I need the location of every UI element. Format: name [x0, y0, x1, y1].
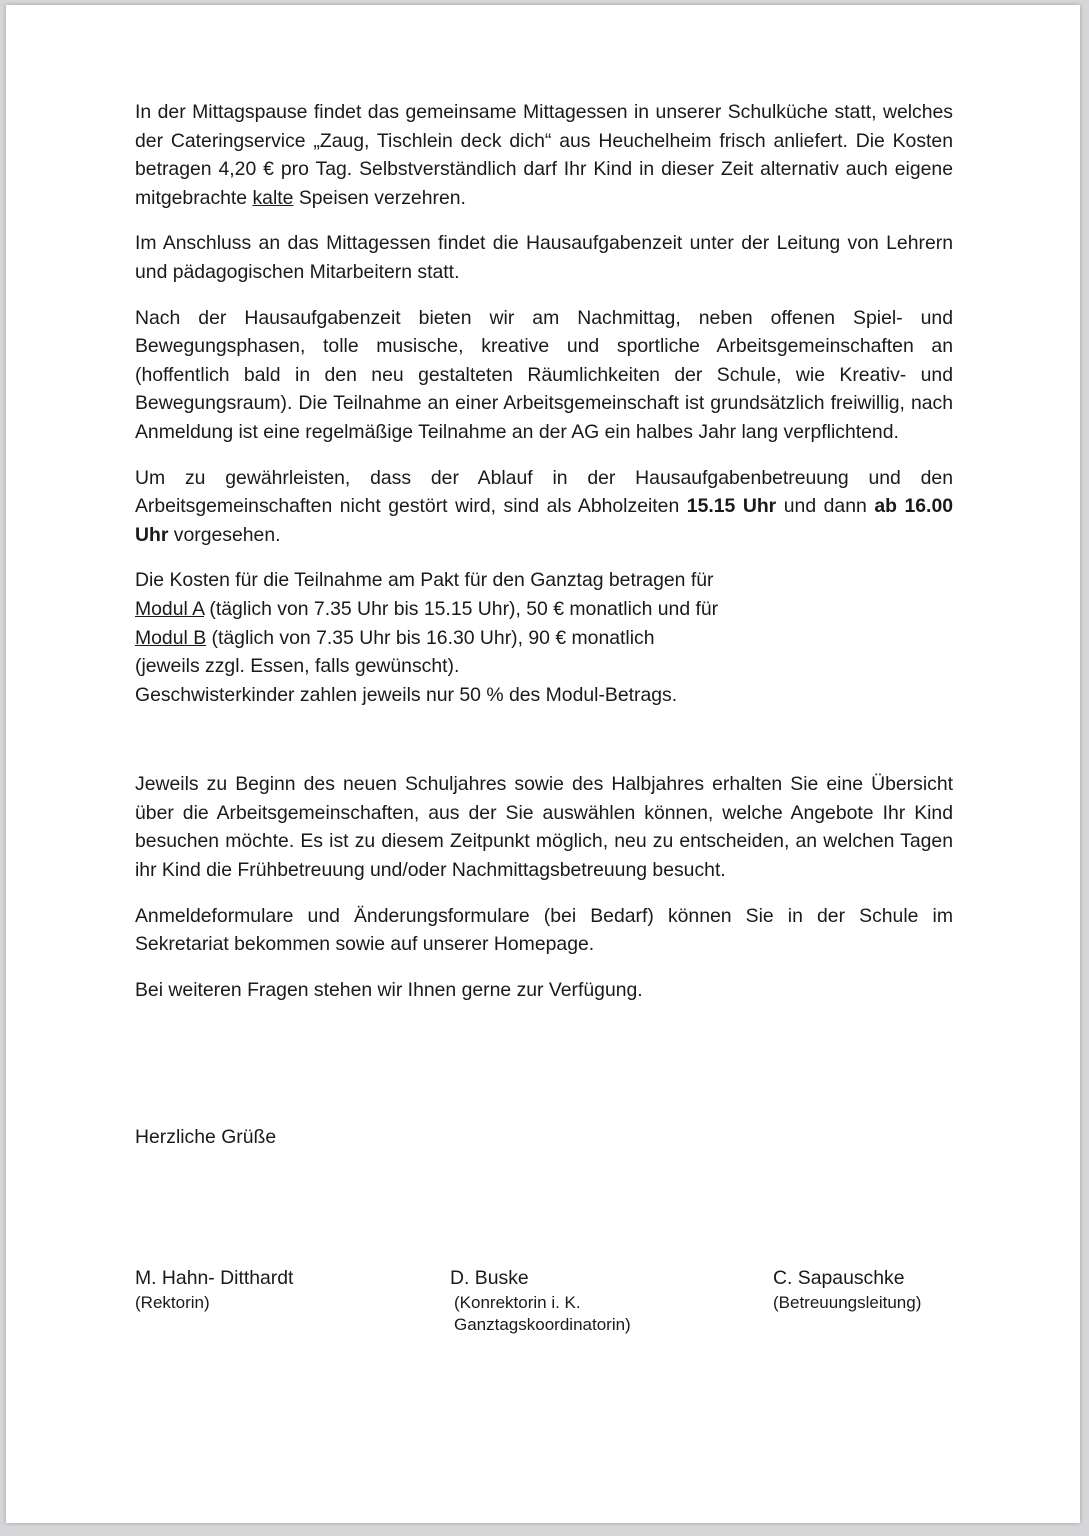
costs-modul-a [135, 595, 953, 624]
costs-modul-b [135, 624, 953, 653]
signature-name: M. Hahn- Ditthardt [135, 1267, 294, 1289]
paragraph-lunch-text-end: Speisen verzehren. [293, 186, 466, 209]
signature-name: C. Sapauschke [773, 1267, 905, 1289]
document-page [6, 5, 1080, 1523]
costs-intro: Die Kosten für die Teilnahme am Pakt für den Ganztag betragen für [135, 569, 714, 592]
underlined-word-kalte: kalte [252, 186, 294, 209]
paragraph-afternoon: Nach der Hausaufgabenzeit bieten wir am Nachmittag, neben offenen Spiel- und Bewegungsphasen, tolle musische, kreative und sportliche Arbeitsgemeinschaften an (hoffentlich bald in den neu gestalteten Räumlichkeiten der Schule, wie Kreativ- und Bewegungsraum). Die Teilnahme an einer Arbeitsgemeinschaft ist grundsätzlich freiwillig, nach Anmeldung ist eine regelmäßige Teilnahme an der AG ein halbes Jahr lang verpflichtend. [135, 306, 953, 443]
signature-role: (Betreuungsleitung) [773, 1293, 922, 1312]
paragraph-questions: Bei weiteren Fragen stehen wir Ihnen gerne zur Verfügung. [135, 978, 643, 1001]
costs-siblings: Geschwisterkinder zahlen jeweils nur 50 % des Modul-Betrags. [135, 683, 678, 706]
pickup-text-end: vorgesehen. [168, 523, 281, 546]
paragraph-homework: Im Anschluss an das Mittagessen findet die Hausaufgabenzeit unter der Leitung von Lehrern und pädagogischen Mitarbeitern statt. [135, 232, 953, 283]
signature-role-line2: Ganztagskoordinatorin) [454, 1315, 631, 1334]
costs-food-note: (jeweils zzgl. Essen, falls gewünscht). [135, 655, 460, 678]
paragraph-lunch [135, 98, 953, 212]
modul-b-label: Modul B [135, 626, 207, 649]
modul-a-text: (täglich von 7.35 Uhr bis 15.15 Uhr), 50 € monatlich und für [204, 597, 719, 620]
signature-role: (Rektorin) [135, 1293, 210, 1312]
signature-name: D. Buske [450, 1267, 529, 1289]
paragraph-forms: Anmeldeformulare und Änderungsformulare (bei Bedarf) können Sie in der Schule im Sekretariat bekommen sowie auf unserer Homepage. [135, 904, 953, 956]
modul-a-label: Modul A [135, 597, 204, 620]
modul-b-text: (täglich von 7.35 Uhr bis 16.30 Uhr), 90 € monatlich [206, 626, 655, 649]
signature-role: (Konrektorin i. K. [454, 1293, 581, 1312]
signature-rektorin [135, 1264, 293, 1314]
spacer [135, 726, 953, 770]
paragraph-pickup-times [135, 464, 953, 550]
paragraph-overview: Jeweils zu Beginn des neuen Schuljahres sowie des Halbjahres erhalten Sie eine Übersicht über die Arbeitsgemeinschaften, aus der Sie auswählen können, welche Angebote Ihr Kind besuchen möchte. Es ist zu diesem Zeitpunkt möglich, neu zu entscheiden, an welchen Tagen ihr Kind die Frühbetreuung und/oder Nachmittagsbetreuung besucht. [135, 773, 953, 882]
pickup-time-1: 15.15 Uhr [686, 495, 777, 518]
paragraph-lunch-text: In der Mittagspause findet das gemeinsame Mittagessen in unserer Schulküche statt, welches der Cateringservice „Zaug, Tischlein deck dich“ aus Heuchelheim frisch anliefert. Die Kosten betragen 4,20 € pro Tag. Selbstverständlich darf Ihr Kind in dieser Zeit alternativ auch eigene mitgebrachte [135, 101, 953, 209]
pickup-time-2: ab 16.00 Uhr [135, 495, 954, 546]
pickup-text-mid: und dann [776, 495, 875, 518]
pickup-text: Um zu gewährleisten, dass der Ablauf in der Hausaufgabenbetreuung und den Arbeitsgemeinschaften nicht gestört wird, sind als Abholzeiten [135, 466, 953, 518]
signature-betreuungsleitung [773, 1264, 921, 1314]
closing-greeting: Herzliche Grüße [135, 1126, 277, 1148]
paragraph-costs [135, 566, 953, 709]
letter-body [135, 98, 953, 1021]
signature-konrektorin [450, 1264, 631, 1336]
